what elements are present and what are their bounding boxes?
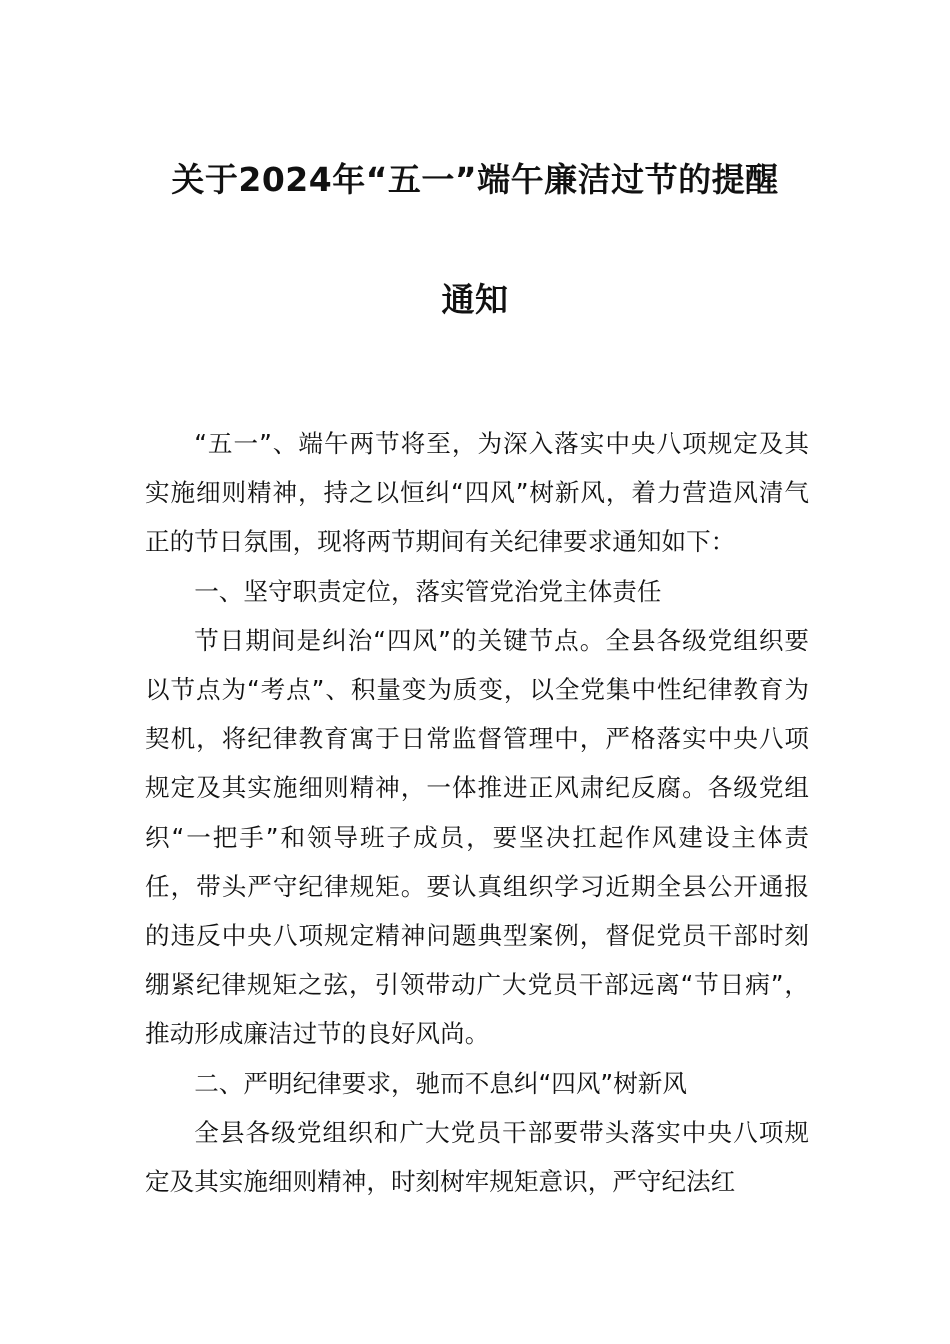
section-2-paragraph: 全县各级党组织和广大党员干部要带头落实中央八项规定及其实施细则精神，时刻树牢规矩意识，严守纪法红 [145,1117,809,1197]
section-1-paragraph: 节日期间是纠治“四风”的关键节点。全县各级党组织要以节点为“考点”、积量变为质变，以全党集中性纪律教育为契机，将纪律教育寓于日常监督管理中，严格落实中央八项规定及其实施细则精神，一体推进正风肃纪反腐。各级党组织“一把手”和领导班子成员，要坚决扛起作风建设主体责任，带头严守纪律规矩。要认真组织学习近期全县公开通报的违反中央八项规定精神问题典型案例，督促党员干部时刻绷紧纪律规矩之弦，引领带动广大党员干部远离“节日病”，推动形成廉洁过节的良好风尚。 [145,625,809,1049]
document-title-line-1: 关于2024年“五一”端午廉洁过节的提醒 [171,160,779,199]
document-title-line-2: 通知 [441,280,509,319]
document-body [145,419,809,1206]
section-heading-1: 一、坚守职责定位，落实管党治党主体责任 [194,576,662,606]
intro-paragraph: “五一”、端午两节将至，为深入落实中央八项规定及其实施细则精神，持之以恒纠“四风”树新风，着力营造风清气正的节日氛围，现将两节期间有关纪律要求通知如下： [145,429,809,557]
section-heading-2: 二、严明纪律要求，驰而不息纠“四风”树新风 [194,1068,687,1098]
